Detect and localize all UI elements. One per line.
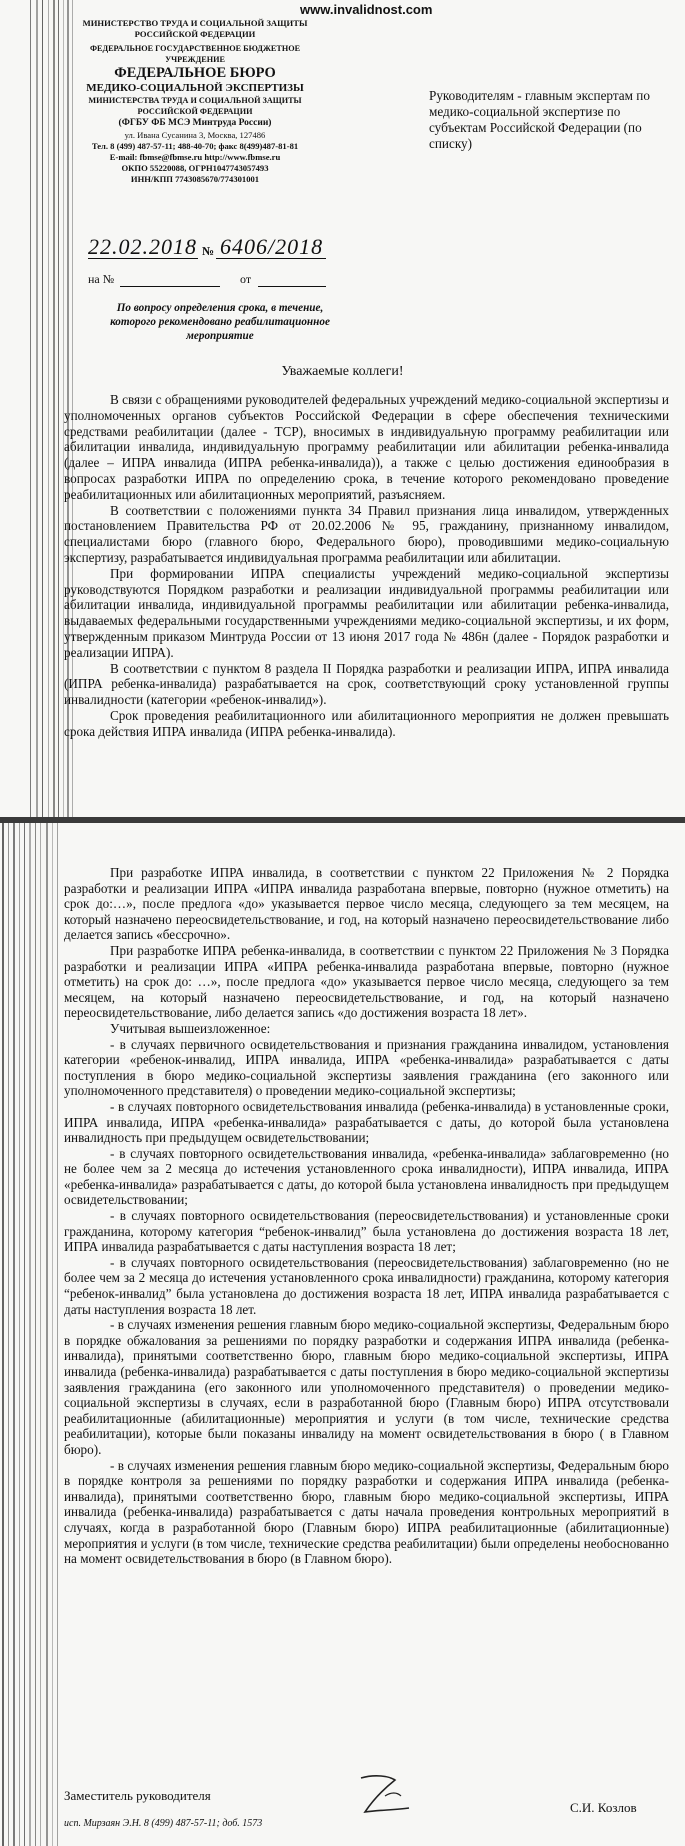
- list-item: - в случаях повторного освидетельствования (переосвидетельствования) заблаговременно (но не более чем за 2 месяца до истечения установленного срока инвалидности) гражданина, которому категория “ребенок-инвалид” была установлена до достижения возраста 18 лет, ИПРА инвалида разрабатывается с даты наступления возраста 18 лет.: [64, 1254, 669, 1317]
- salutation: Уважаемые коллеги!: [281, 364, 404, 379]
- paragraph: Срок проведения реабилитационного или абилитационного мероприятия не должен превышать срока действия ИПРА инвалида (ИПРА ребенка-инвалида).: [64, 707, 669, 739]
- list-item: - в случаях первичного освидетельствования и признания гражданина инвалидом, установления категории «ребенок-инвалид, ИПРА инвалида, ИПРА «ребенка-инвалида» разрабатывается с даты поступления в бюро медико-социальной экспертизы заявления гражданина (его законного или уполномоченного представителя) о проведении медико-социальной экспертизы;: [64, 1036, 669, 1099]
- letterhead: [60, 18, 330, 185]
- paragraph: В соответствии с положениями пункта 34 Правил признания лица инвалидом, утвержденных постановлением Правительства РФ от 20.02.2006 № 95, гражданину, признанному инвалидом, специалистами бюро (главного бюро, Федерального бюро), проводившими медико-социальную экспертизу, разрабатывается индивидуальная программа реабилитации или абилитации.: [64, 502, 669, 565]
- short-name: (ФГБУ ФБ МСЭ Минтруда России): [118, 118, 272, 128]
- list-item: - в случаях изменения решения главным бюро медико-социальной экспертизы, Федеральным бюро в порядке контроля за решениями по порядку разработки и содержания ИПРА инвалида (ребенка-инвалида), принятыми соответственно бюро, главным бюро медико-социальной экспертизы, ИПРА инвалида (ребенка-инвалида) разрабатывается с даты начала проведения контрольных мероприятий в случаях, когда в разработанной бюро (Главным бюро) ИПРА реабилитационные (абилитационные) мероприятия и услуги (в том числе, технические средства реабилитации) были определены необоснованно на момент освидетельствования в бюро (в Главном бюро).: [64, 1457, 669, 1567]
- body-page-2: [64, 865, 669, 1567]
- handwritten-signature: [355, 1770, 415, 1823]
- institution-type-line2: УЧРЕЖДЕНИЕ: [165, 55, 225, 64]
- bureau-name: ФЕДЕРАЛЬНОЕ БЮРО: [114, 65, 276, 81]
- reference-label: на №: [88, 272, 115, 286]
- recipient-block: Руководителям - главным экспертам по медико-социальной экспертизе по субъектам Российской Федерации (по списку): [429, 88, 650, 151]
- body-page-1: [64, 392, 669, 740]
- email-web: E-mail: fbmse@fbmse.ru http://www.fbmse.ru: [109, 152, 281, 162]
- executor-contact: исп. Мирзаян Э.Н. 8 (499) 487-57-11; доб. 1573: [64, 1818, 263, 1829]
- reg-date: 22.02.2018: [88, 234, 197, 259]
- letter-page-1: [0, 0, 685, 817]
- signatory-name: С.И. Козлов: [570, 1800, 637, 1815]
- paragraph: Учитывая вышеизложенное:: [110, 1020, 271, 1036]
- address: ул. Ивана Сусанина 3, Москва, 127486: [124, 130, 266, 140]
- paragraph: При формировании ИПРА специалисты учреждений медико-социальной экспертизы руководствуются Порядком разработки и реализации индивидуальной программы реабилитации или абилитации инвалида, индивидуальной программы реабилитации или абилитации ребенка-инвалида, выдаваемых федеральными государственными учреждениями медико-социальной экспертизы, и их форм, утвержденным приказом Минтруда России от 13 июня 2017 года № 486н (далее - Порядок разработки и реализации ИПРА).: [64, 565, 669, 660]
- phones: Тел. 8 (499) 487-57-11; 488-40-70; факс 8(499)487-81-81: [91, 141, 299, 151]
- ministry-name-line2: РОССИЙСКОЙ ФЕДЕРАЦИИ: [134, 29, 256, 39]
- signatory-role: Заместитель руководителя: [64, 1788, 211, 1803]
- institution-type: ФЕДЕРАЛЬНОЕ ГОСУДАРСТВЕННОЕ БЮДЖЕТНОЕ: [89, 44, 301, 53]
- paragraph: В связи с обращениями руководителей федеральных учреждений медико-социальной экспертизы и уполномоченных органов субъектов Российской Федерации в сфере обеспечения техническими средствами реабилитации (далее - ТСР), вносимых в индивидуальную программу реабилитации или абилитации инвалида, индивидуальную программу реабилитации или абилитации ребенка-инвалида (далее – ИПРА инвалида (ИПРА ребенка-инвалида)), а также с целью достижения единообразия в вопросах разработки ИПРА по определению срока, в течение которого рекомендовано проведение реабилитационных или абилитационных мероприятий, разъясняем.: [64, 392, 669, 502]
- reference-from-label: от: [240, 272, 252, 286]
- paragraph: При разработке ИПРА инвалида, в соответствии с пунктом 22 Приложения № 2 Порядка разработки и реализации ИПРА «ИПРА инвалида разработана впервые, повторно (нужное отметить) на срок до:…», после предлога «до» указывается первое число месяца, следующего за тем месяцем, на который назначено переосвидетельствование, и год, на который назначено переосвидетельствование либо делается запись «бессрочно».: [64, 865, 669, 943]
- ministry-affiliation: МИНИСТЕРСТВА ТРУДА И СОЦИАЛЬНОЙ ЗАЩИТЫ: [88, 96, 302, 105]
- list-item: - в случаях повторного освидетельствования инвалида, «ребенка-инвалида» заблаговременно (но не более чем за 2 месяца до истечения установленного срока инвалидности), ИПРА инвалида, ИПРА «ребенка-инвалида» разрабатывается с даты, до которой была установлена инвалидность при предыдущем освидетельствовании;: [64, 1145, 669, 1208]
- ministry-affiliation-line2: РОССИЙСКОЙ ФЕДЕРАЦИИ: [137, 107, 253, 116]
- site-watermark: www.invalidnost.com: [300, 2, 433, 17]
- okpo-ogrn: ОКПО 55220088, ОГРН1047743057493: [121, 163, 269, 173]
- paragraph: При разработке ИПРА ребенка-инвалида, в соответствии с пунктом 22 Приложения № 3 Порядка разработки и реализации ИПРА «ИПРА ребенка-инвалида разработана впервые, повторно (нужное отметить) на срок до: …», после предлога «до» указывается первое число месяца, следующего за тем месяцем, на который назначено переосвидетельствование, и год, на который назначено переосвидетельствование, либо делается запись «до достижения возраста 18 лет».: [64, 942, 669, 1021]
- subject-line: По вопросу определения срока, в течение, которого рекомендовано реабилитационное мероприятие: [110, 302, 330, 342]
- list-item: - в случаях изменения решения главным бюро медико-социальной экспертизы, Федеральным бюро в порядке обжалования за решениями по порядку разработки и содержания ИПРА инвалида (ребенка-инвалида), принятыми соответственно бюро, главным бюро медико-социальной экспертизы, ИПРА инвалида (ребенка-инвалида) разрабатывается с даты поступления в бюро медико-социальной экспертизы заявления гражданина (его законного или уполномоченного представителя) о проведении медико-социальной экспертизы в случаях, если в разработанной бюро (Главным бюро) ИПРА отсутствовали реабилитационные (абилитационные) мероприятия и услуги (в том числе, технические средства реабилитации), которые были показаны инвалиду на момент освидетельствования в бюро ( в Главном бюро).: [64, 1317, 669, 1457]
- list-item: - в случаях повторного освидетельствования инвалида (ребенка-инвалида) в установленные сроки, ИПРА инвалида, ИПРА «ребенка-инвалида» разрабатывается с даты, до которой была установлена инвалидность при предыдущем освидетельствовании;: [64, 1098, 669, 1146]
- bureau-name-line2: МЕДИКО-СОЦИАЛЬНОЙ ЭКСПЕРТИЗЫ: [86, 82, 304, 94]
- ministry-name: МИНИСТЕРСТВО ТРУДА И СОЦИАЛЬНОЙ ЗАЩИТЫ: [82, 18, 308, 28]
- reg-number-label: №: [202, 244, 215, 258]
- inn-kpp: ИНН/КПП 7743085670/774301001: [130, 174, 260, 184]
- reg-number: 6406/2018: [220, 234, 324, 259]
- list-item: - в случаях повторного освидетельствования (переосвидетельствования) и установленные сроки гражданина, которому категория “ребенок-инвалид” была установлена до достижения возраста 18 лет, ИПРА инвалида разрабатывается с даты наступления возраста 18 лет;: [64, 1208, 669, 1255]
- paragraph: В соответствии с пунктом 8 раздела II Порядка разработки и реализации ИПРА, ИПРА инвалида (ИПРА ребенка-инвалида) разрабатывается на срок, соответствующий сроку установленной группы инвалидности (категории «ребенок-инвалид»).: [64, 660, 669, 708]
